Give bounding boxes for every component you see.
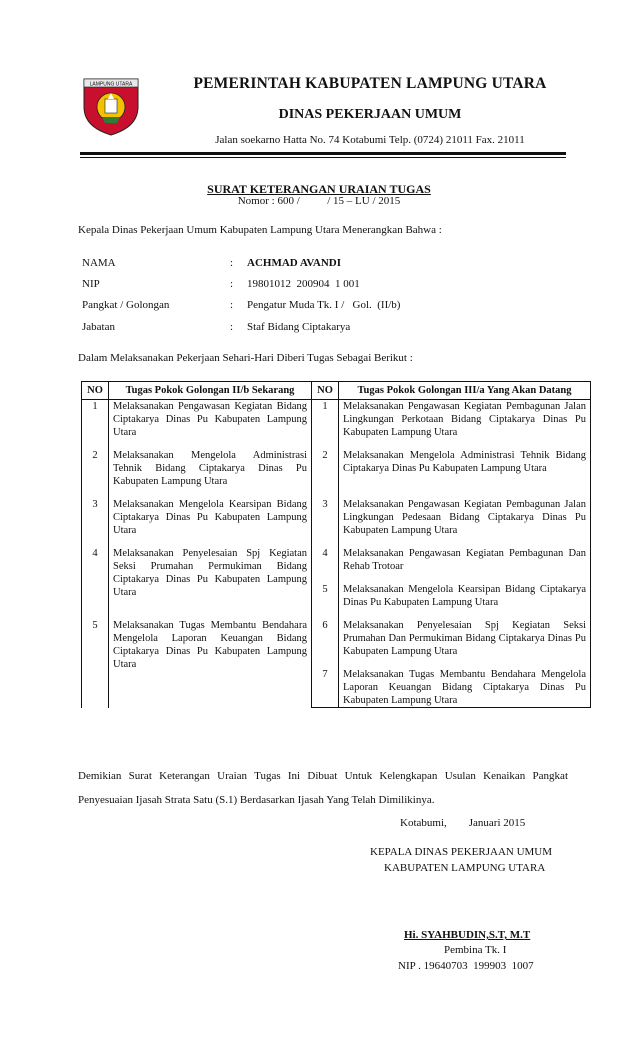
row-no-right: 1	[312, 400, 339, 450]
signatory-regency: KABUPATEN LAMPUNG UTARA	[384, 862, 546, 874]
future-task: Melaksanakan Pengawasan Kegiatan Pembagunan Jalan Lingkungan Perkotaan Bidang Ciptakarya Dinas Pu Kabupaten Lampung Utara	[343, 401, 586, 438]
row-no-left: 5	[82, 619, 109, 708]
future-task: Melaksanakan Tugas Membantu Bendahara Mengelola Laporan Keuangan Bidang Ciptakarya Dinas Pu Kabupaten Lampung Utara	[343, 669, 586, 706]
row-no-right: 3	[312, 498, 339, 547]
table-row	[82, 449, 591, 498]
row-no-left: 1	[82, 400, 109, 450]
future-task: Melaksanakan Mengelola Kearsipan Bidang Ciptakarya Dinas Pu Kabupaten Lampung Utara	[343, 584, 586, 608]
table-row	[82, 400, 591, 450]
future-task: Melaksanakan Mengelola Administrasi Tehnik Bidang Ciptakarya Dinas Pu Kabupaten Lampung Utara	[343, 450, 586, 474]
header-no-left: NO	[82, 382, 109, 400]
signatory-rank: Pembina Tk. I	[444, 944, 507, 956]
row-no-right: 7	[312, 668, 339, 708]
tasks-table	[81, 381, 591, 708]
regency-emblem-icon	[80, 73, 142, 137]
identity-colon: :	[230, 299, 234, 311]
header-current-tasks: Tugas Pokok Golongan II/b Sekarang	[109, 382, 312, 400]
intro-statement: Kepala Dinas Pekerjaan Umum Kabupaten Lampung Utara Menerangkan Bahwa :	[78, 224, 442, 236]
current-task: Melaksanakan Pengawasan Kegiatan Bidang Ciptakarya Dinas Pu Kabupaten Lampung Utara	[113, 401, 307, 438]
identity-label: Pangkat / Golongan	[82, 299, 170, 311]
current-task: Melaksanakan Mengelola Administrasi Tehnik Bidang Ciptakarya Dinas Pu Kabupaten Lampung Utara	[113, 450, 307, 487]
future-task: Melaksanakan Pengawasan Kegiatan Pembagunan Jalan Lingkungan Pedesaan Bidang Ciptakarya Dinas Pu Kabupaten Lampung Utara	[343, 499, 586, 536]
document-title: SURAT KETERANGAN URAIAN TUGAS	[207, 182, 431, 196]
document-number: Nomor : 600 / / 15 – LU / 2015	[237, 195, 401, 207]
row-no-left: 2	[82, 449, 109, 498]
identity-value: Pengatur Muda Tk. I / Gol. (II/b)	[247, 299, 401, 311]
table-header-row	[82, 382, 591, 400]
identity-value: Staf Bidang Ciptakarya	[247, 321, 351, 333]
row-no-left: 3	[82, 498, 109, 547]
row-no-right: 6	[312, 619, 339, 668]
identity-value: ACHMAD AVANDI	[247, 257, 342, 269]
current-task: Melaksanakan Tugas Membantu Bendahara Mengelola Laporan Keuangan Bidang Ciptakarya Dinas Pu Kabupaten Lampung Utara	[113, 620, 307, 670]
identity-colon: :	[230, 321, 234, 333]
signatory-nip: NIP . 19640703 199903 1007	[398, 960, 534, 972]
letterhead-rule-thick	[80, 152, 566, 155]
row-no-left: 4	[82, 547, 109, 619]
identity-colon: :	[230, 257, 234, 269]
future-task: Melaksanakan Penyelesaian Spj Kegiatan Seksi Prumahan Dan Permukiman Bidang Ciptakarya Dinas Pu Kabupaten Lampung Utara	[343, 620, 586, 657]
closing-statement: Demikian Surat Keterangan Uraian Tugas Ini Dibuat Untuk Kelengkapan Usulan Kenaikan Pangkat Penyesuaian Ijasah Strata Satu (S.1) Berdasarkan Ijasah Yang Telah Dimilikinya.	[78, 770, 568, 806]
identity-label: Jabatan	[82, 321, 115, 333]
signatory-office: KEPALA DINAS PEKERJAAN UMUM	[370, 846, 553, 858]
letterhead-government: PEMERINTAH KABUPATEN LAMPUNG UTARA	[193, 75, 547, 92]
row-no-right: 4	[312, 547, 339, 583]
place-date: Kotabumi, Januari 2015	[400, 817, 526, 829]
table-row	[82, 547, 591, 583]
current-task: Melaksanakan Mengelola Kearsipan Bidang Ciptakarya Dinas Pu Kabupaten Lampung Utara	[113, 499, 307, 536]
identity-label: NAMA	[82, 257, 116, 269]
table-row	[82, 619, 591, 668]
future-task: Melaksanakan Pengawasan Kegiatan Pembagunan Dan Rehab Trotoar	[343, 548, 586, 572]
intro-tasks: Dalam Melaksanakan Pekerjaan Sehari-Hari Diberi Tugas Sebagai Berikut :	[78, 352, 413, 364]
signatory-name: Hi. SYAHBUDIN,S.T, M.T	[404, 929, 531, 941]
letterhead-address: Jalan soekarno Hatta No. 74 Kotabumi Telp. (0724) 21011 Fax. 21011	[215, 134, 525, 146]
row-no-right: 5	[312, 583, 339, 619]
logo-lettering: LAMPUNG UTARA	[89, 81, 133, 88]
row-no-right: 2	[312, 449, 339, 498]
header-no-right: NO	[312, 382, 339, 400]
letterhead-department: DINAS PEKERJAAN UMUM	[278, 107, 462, 122]
identity-value: 19801012 200904 1 001	[247, 278, 360, 290]
regency-logo	[80, 73, 142, 137]
identity-label: NIP	[82, 278, 100, 290]
letterhead-rule-thin	[80, 157, 566, 158]
identity-colon: :	[230, 278, 234, 290]
table-row	[82, 498, 591, 547]
current-task: Melaksanakan Penyelesaian Spj Kegiatan Seksi Prumahan Permukiman Bidang Ciptakarya Dinas Pu Kabupaten Lampung Utara	[113, 548, 307, 598]
header-future-tasks: Tugas Pokok Golongan III/a Yang Akan Datang	[339, 382, 591, 400]
